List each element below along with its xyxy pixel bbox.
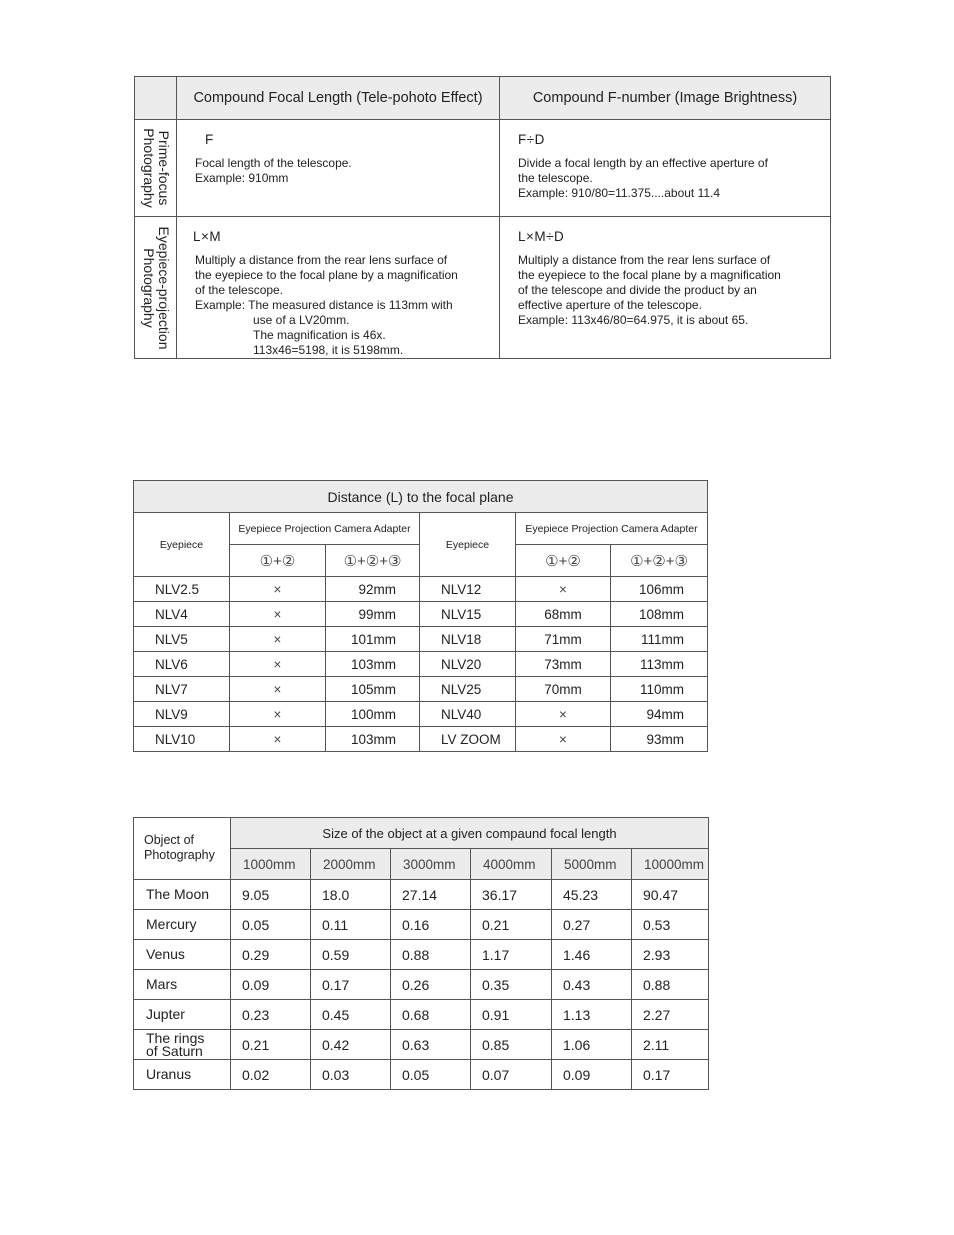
distance-cell: × (516, 577, 611, 602)
table-row (134, 880, 709, 910)
size-cell: 2.93 (632, 940, 709, 970)
focal-length-header: 5000mm (552, 849, 632, 880)
text-line: the telescope. (518, 171, 593, 185)
size-cell: 0.88 (391, 940, 471, 970)
text-line: the eyepiece to the focal plane by a magnification (518, 268, 781, 282)
distance-cell: 110mm (611, 677, 708, 702)
size-cell: 0.27 (552, 910, 632, 940)
size-cell: 1.46 (552, 940, 632, 970)
object-name-line: The Moon (146, 886, 210, 902)
text-line: Focal length of the telescope. (195, 156, 352, 170)
distance-cell: 106mm (611, 577, 708, 602)
focal-length-header: 10000mm (632, 849, 709, 880)
distance-cell: × (516, 702, 611, 727)
object-name (134, 910, 231, 940)
size-cell: 0.05 (231, 910, 311, 940)
text-line: Example: 113x46/80=64.975, it is about 65. (518, 313, 749, 327)
prime-focus-focal-cell (177, 120, 500, 217)
table-row (134, 1000, 709, 1030)
distance-cell: 103mm (326, 727, 420, 752)
distance-cell: 113mm (611, 652, 708, 677)
distance-cell: × (230, 577, 326, 602)
table-row (134, 970, 709, 1000)
table-row (134, 727, 708, 752)
size-cell: 0.45 (311, 1000, 391, 1030)
size-cell: 45.23 (552, 880, 632, 910)
table-row (134, 910, 709, 940)
formula-table (134, 76, 831, 359)
size-cell: 0.11 (311, 910, 391, 940)
distance-cell: 70mm (516, 677, 611, 702)
text-line: Example: 910mm (195, 171, 289, 185)
eyepiece-projection-focal-cell (177, 217, 500, 359)
formula: L×M (193, 229, 222, 244)
size-cell: 1.06 (552, 1030, 632, 1060)
text-line: the eyepiece to the focal plane by a magnification (195, 268, 458, 282)
distance-cell: 68mm (516, 602, 611, 627)
object-size-table (133, 817, 709, 1090)
size-cell: 36.17 (471, 880, 552, 910)
table-row (134, 652, 708, 677)
distance-cell: 103mm (326, 652, 420, 677)
text-line: of the telescope and divide the product by an (518, 283, 757, 297)
text-line: effective aperture of the telescope. (518, 298, 702, 312)
size-cell: 18.0 (311, 880, 391, 910)
table-row (134, 577, 708, 602)
size-cell: 0.26 (391, 970, 471, 1000)
table-row (134, 702, 708, 727)
eyepiece-cell: NLV6 (134, 652, 230, 677)
size-cell: 0.07 (471, 1060, 552, 1090)
distance-cell: 73mm (516, 652, 611, 677)
text-line: of the telescope. (195, 283, 284, 297)
distance-cell: 108mm (611, 602, 708, 627)
object-header-line: Object of (144, 833, 195, 847)
distance-cell: 99mm (326, 602, 420, 627)
size-cell: 0.91 (471, 1000, 552, 1030)
size-cell: 0.09 (552, 1060, 632, 1090)
object-name-line: of Saturn (146, 1042, 203, 1059)
focal-length-header: 1000mm (231, 849, 311, 880)
distance-cell: 94mm (611, 702, 708, 727)
object-name (134, 880, 231, 910)
size-cell: 2.27 (632, 1000, 709, 1030)
text-line: Multiply a distance from the rear lens surface of (518, 253, 771, 267)
distance-cell: 111mm (611, 627, 708, 652)
object-name (134, 1030, 231, 1060)
eyepiece-cell: NLV25 (420, 677, 516, 702)
size-cell: 0.63 (391, 1030, 471, 1060)
table-row (134, 627, 708, 652)
eyepiece-projection-row-label (135, 217, 177, 359)
size-cell: 0.85 (471, 1030, 552, 1060)
size-cell: 0.29 (231, 940, 311, 970)
combo-b-header: ①+②+③ (326, 545, 420, 577)
focal-length-header: 2000mm (311, 849, 391, 880)
distance-cell: 101mm (326, 627, 420, 652)
object-name (134, 970, 231, 1000)
combo-a-header: ①+② (516, 545, 611, 577)
size-cell: 0.09 (231, 970, 311, 1000)
row-label-line: Prime-focus (155, 130, 172, 206)
size-cell: 27.14 (391, 880, 471, 910)
row-label-line: Eyepiece-projection (155, 226, 172, 349)
adapter-header: Eyepiece Projection Camera Adapter (516, 513, 708, 545)
size-table-title: Size of the object at a given compaund focal length (231, 818, 709, 849)
f-number-header: Compound F-number (Image Brightness) (500, 77, 831, 120)
size-cell: 0.59 (311, 940, 391, 970)
table-row (134, 1060, 709, 1090)
combo-b-header: ①+②+③ (611, 545, 708, 577)
distance-table (133, 480, 708, 752)
size-cell: 0.21 (231, 1030, 311, 1060)
formula: F (205, 132, 214, 147)
text-line: use of a LV20mm. (253, 313, 350, 327)
size-cell: 0.17 (632, 1060, 709, 1090)
size-cell: 0.23 (231, 1000, 311, 1030)
distance-cell: × (230, 627, 326, 652)
size-cell: 1.13 (552, 1000, 632, 1030)
text-line: Example: The measured distance is 113mm with (195, 298, 453, 312)
eyepiece-cell: NLV7 (134, 677, 230, 702)
distance-cell: 100mm (326, 702, 420, 727)
object-name (134, 1000, 231, 1030)
eyepiece-cell: NLV10 (134, 727, 230, 752)
eyepiece-cell: NLV12 (420, 577, 516, 602)
focal-length-header: 4000mm (471, 849, 552, 880)
prime-focus-fnumber-cell (500, 120, 831, 217)
eyepiece-cell: NLV9 (134, 702, 230, 727)
object-name (134, 940, 231, 970)
formula: F÷D (518, 132, 545, 147)
eyepiece-header: Eyepiece (420, 513, 516, 577)
eyepiece-cell: NLV18 (420, 627, 516, 652)
object-name-line: Venus (146, 946, 185, 962)
size-cell: 0.21 (471, 910, 552, 940)
eyepiece-cell: NLV40 (420, 702, 516, 727)
object-name-line: Uranus (146, 1066, 192, 1082)
text-line: Divide a focal length by an effective aperture of (518, 156, 768, 170)
size-cell: 0.05 (391, 1060, 471, 1090)
distance-cell: 105mm (326, 677, 420, 702)
distance-table-title: Distance (L) to the focal plane (134, 481, 708, 513)
eyepiece-cell: NLV15 (420, 602, 516, 627)
eyepiece-cell: NLV20 (420, 652, 516, 677)
distance-cell: 92mm (326, 577, 420, 602)
size-cell: 0.35 (471, 970, 552, 1000)
row-label-line: Photography (140, 247, 157, 328)
size-cell: 0.88 (632, 970, 709, 1000)
table-row (134, 1030, 709, 1060)
eyepiece-cell: NLV5 (134, 627, 230, 652)
table-row (134, 940, 709, 970)
table-row (134, 602, 708, 627)
distance-cell: 93mm (611, 727, 708, 752)
focal-length-header: 3000mm (391, 849, 471, 880)
text-line: Example: 910/80=11.375....about 11.4 (518, 186, 721, 200)
table-row (134, 677, 708, 702)
adapter-header: Eyepiece Projection Camera Adapter (230, 513, 420, 545)
distance-cell: × (516, 727, 611, 752)
eyepiece-cell: NLV2.5 (134, 577, 230, 602)
distance-cell: × (230, 677, 326, 702)
prime-focus-row-label (135, 120, 177, 217)
corner-cell (135, 77, 177, 120)
size-cell: 0.17 (311, 970, 391, 1000)
size-cell: 0.16 (391, 910, 471, 940)
size-cell: 0.43 (552, 970, 632, 1000)
size-cell: 9.05 (231, 880, 311, 910)
size-cell: 90.47 (632, 880, 709, 910)
size-cell: 2.11 (632, 1030, 709, 1060)
focal-length-header: Compound Focal Length (Tele-pohoto Effect) (177, 77, 500, 120)
object-name (134, 1060, 231, 1090)
formula: L×M÷D (518, 229, 565, 244)
object-header-line: Photography (144, 848, 215, 862)
object-name-line: Jupter (146, 1006, 185, 1022)
distance-cell: × (230, 652, 326, 677)
size-cell: 0.68 (391, 1000, 471, 1030)
object-name-line: Mercury (146, 916, 197, 932)
size-cell: 0.53 (632, 910, 709, 940)
text-line: The magnification is 46x. (253, 328, 386, 342)
distance-cell: × (230, 702, 326, 727)
object-header (134, 818, 231, 880)
object-name-line: The rings (146, 1029, 205, 1046)
size-cell: 1.17 (471, 940, 552, 970)
distance-cell: 71mm (516, 627, 611, 652)
eyepiece-cell: NLV4 (134, 602, 230, 627)
size-cell: 0.02 (231, 1060, 311, 1090)
eyepiece-header: Eyepiece (134, 513, 230, 577)
text-line: 113x46=5198, it is 5198mm. (253, 343, 404, 357)
text-line: Multiply a distance from the rear lens surface of (195, 253, 448, 267)
distance-cell: × (230, 727, 326, 752)
object-name-line: Mars (146, 976, 178, 992)
size-cell: 0.03 (311, 1060, 391, 1090)
size-cell: 0.42 (311, 1030, 391, 1060)
eyepiece-projection-fnumber-cell (500, 217, 831, 359)
combo-a-header: ①+② (230, 545, 326, 577)
distance-cell: × (230, 602, 326, 627)
row-label-line: Photography (140, 128, 157, 208)
eyepiece-cell: LV ZOOM (420, 727, 516, 752)
